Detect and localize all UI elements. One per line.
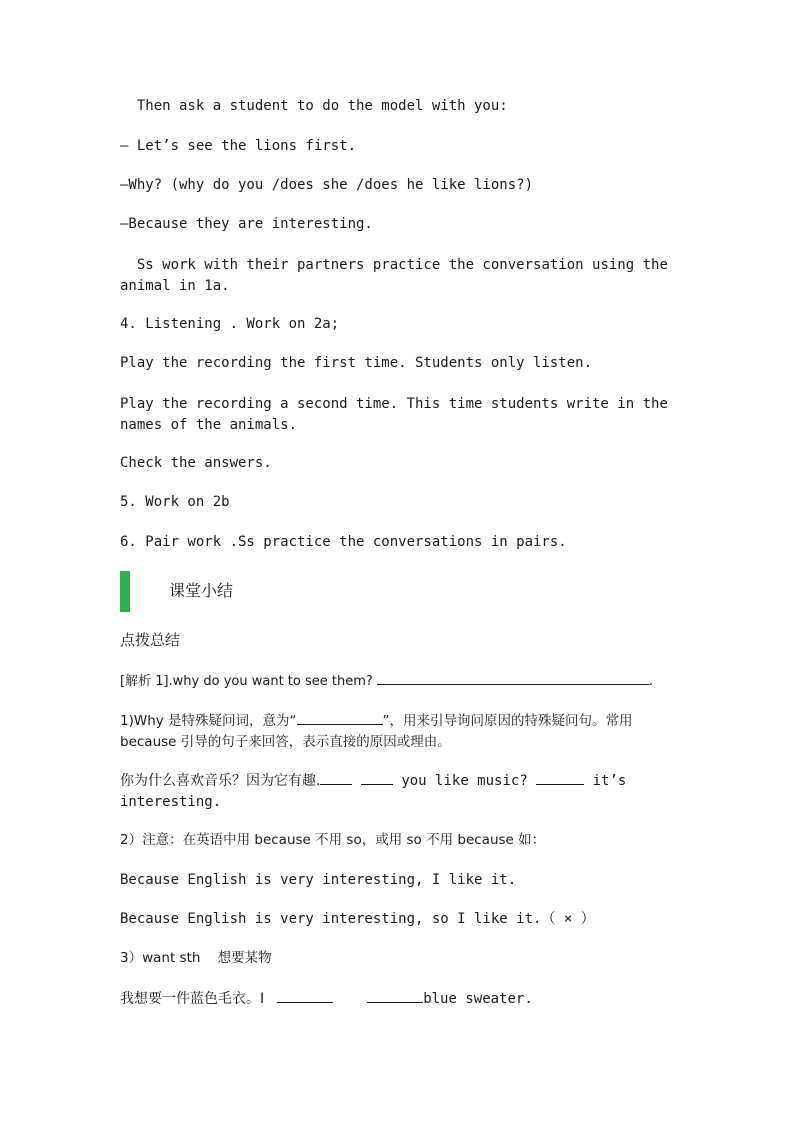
example-4-text: 我想要一件蓝色毛衣。I (120, 991, 278, 1007)
note-2: 2）注意：在英语中用 because 不用 so，或用 so 不用 because 如： (120, 832, 546, 848)
example-1 (120, 770, 680, 813)
step-line: Play the recording a second time. This time students write in the names of the animals. (120, 396, 677, 433)
example-1-text: you like music? (392, 773, 537, 789)
step-line: Check the answers. (120, 455, 272, 471)
step-line: 4. Listening . Work on 2a; (120, 316, 340, 332)
summary-label: 点拨总结 (120, 631, 181, 649)
answer-blank[interactable] (277, 988, 333, 1003)
step-line: Play the recording the first time. Students only listen. (120, 355, 593, 371)
step-line: 5. Work on 2b (120, 494, 230, 510)
answer-blank[interactable] (320, 770, 352, 785)
note-1-text: ”，用来引导询问原因的特殊疑问句。常用 because 引导的句子来回答，表示直接的原因或理由。 (120, 713, 637, 750)
answer-blank[interactable] (297, 710, 383, 725)
analysis-text: [解析 1].why do you want to see them? (120, 674, 377, 689)
answer-blank[interactable] (361, 770, 393, 785)
example-1-text: it’s interesting. (120, 773, 635, 810)
example-3: Because English is very interesting, so I like it.（ × ） (120, 911, 595, 927)
example-4 (120, 988, 680, 1010)
analysis-line (120, 670, 680, 692)
instruction-line: Ss work with their partners practice the conversation using the animal in 1a. (120, 257, 677, 294)
dialogue-line: — Let’s see the lions first. (120, 138, 357, 154)
section-title: 课堂小结 (169, 581, 234, 600)
step-line: 6. Pair work .Ss practice the conversations in pairs. (120, 534, 567, 550)
analysis-period: . (648, 674, 654, 689)
note-3: 3）want sth 想要某物 (120, 950, 272, 966)
instruction-line: Then ask a student to do the model with you: (120, 98, 508, 114)
dialogue-line: —Why? (why do you /does she /does he like lions?) (120, 177, 534, 193)
section-accent-bar (120, 571, 130, 612)
example-2: Because English is very interesting, I like it. (120, 872, 517, 888)
dialogue-line: —Because they are interesting. (120, 216, 373, 232)
answer-blank[interactable] (367, 988, 423, 1003)
example-4-text: blue sweater. (423, 991, 533, 1007)
answer-blank[interactable] (536, 770, 584, 785)
note-1-text: 1)Why 是特殊疑问词，意为“ (120, 713, 297, 729)
answer-blank[interactable] (377, 670, 649, 685)
example-1-text: 你为什么喜欢音乐？因为它有趣. (120, 773, 321, 789)
note-1 (120, 710, 680, 753)
